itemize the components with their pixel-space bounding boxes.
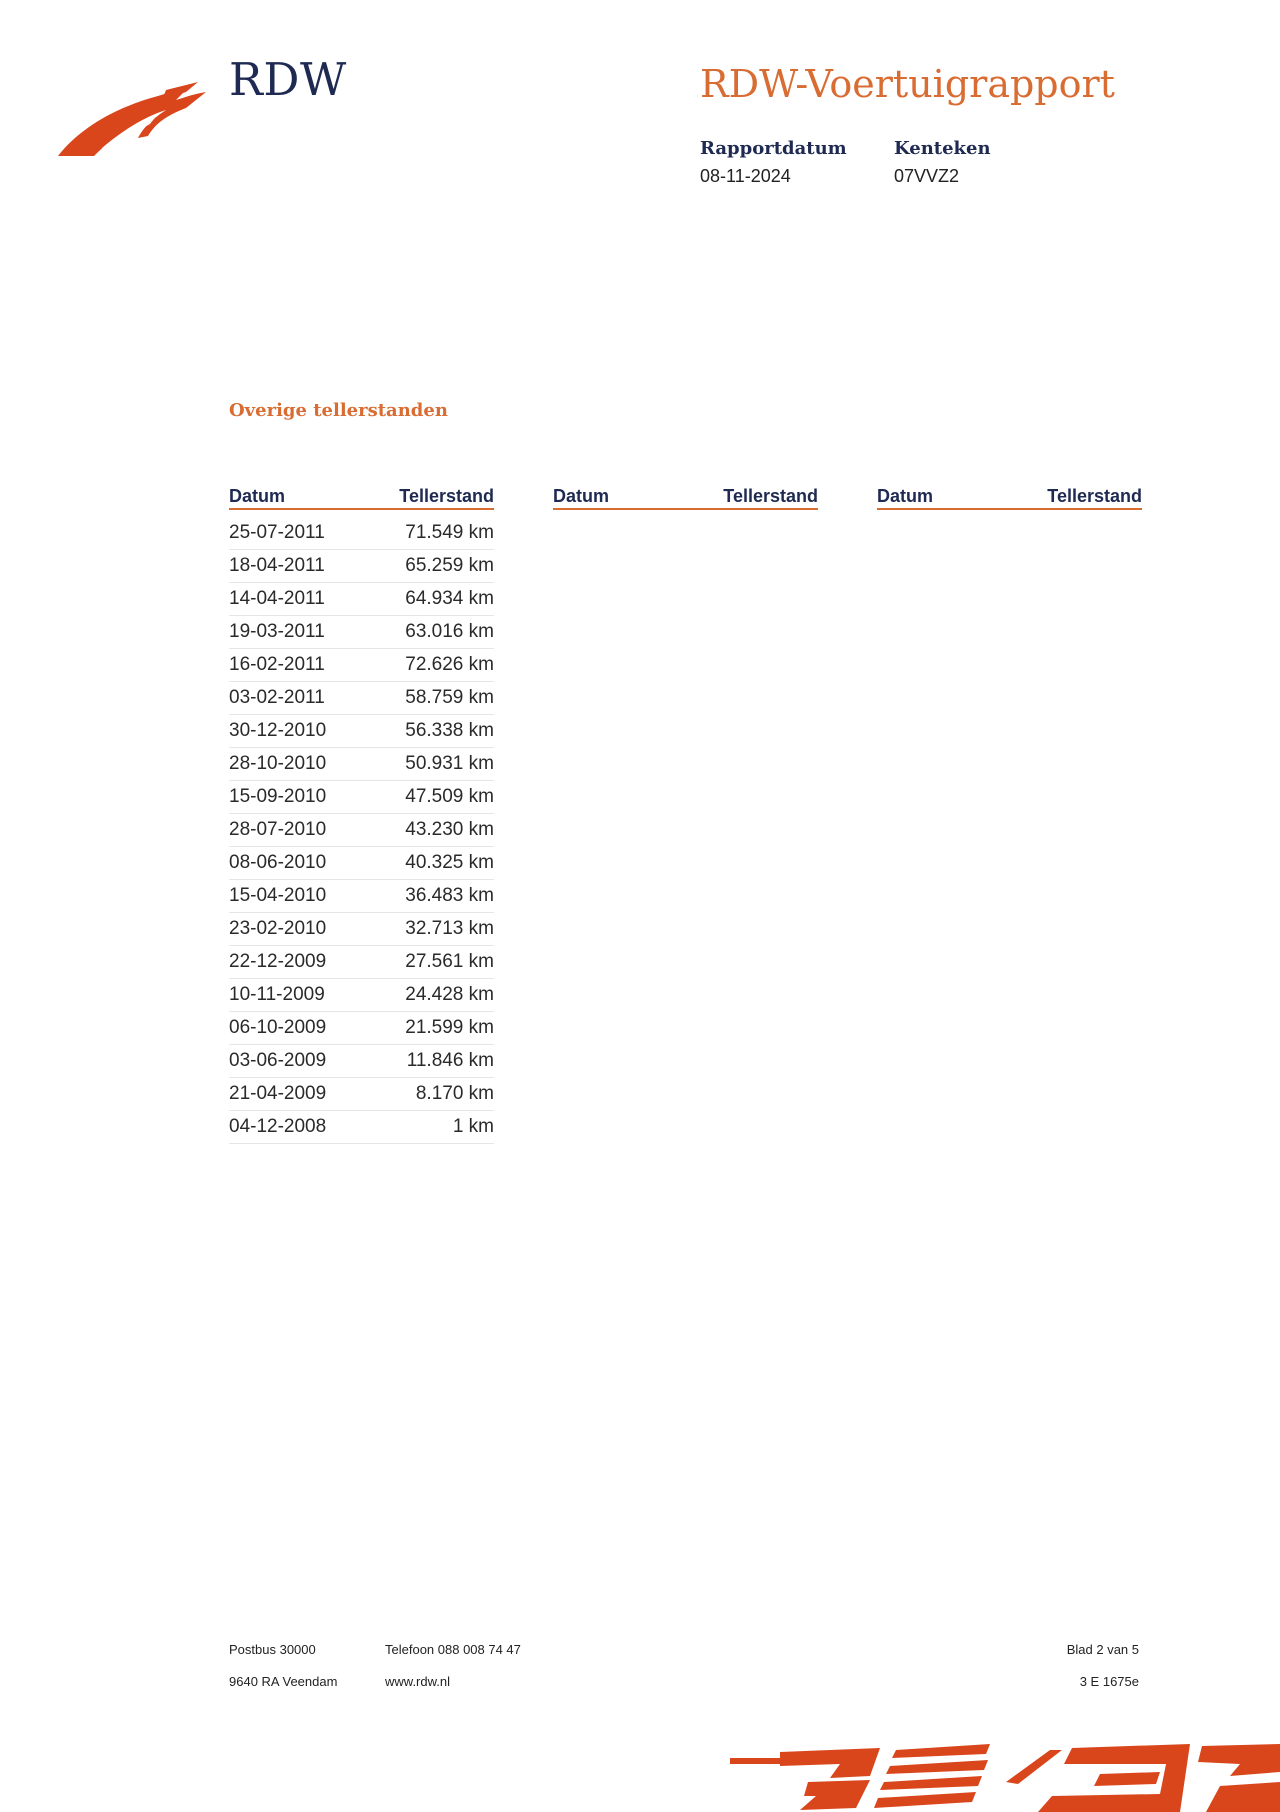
column-date-header: Datum — [229, 486, 286, 506]
row-odometer-value: 56.338 km — [405, 720, 494, 741]
row-date: 21-04-2009 — [229, 1083, 327, 1104]
table-row — [229, 847, 494, 880]
footer-page-number: Blad 2 van 5 — [1066, 1642, 1139, 1657]
row-date: 28-07-2010 — [229, 819, 327, 840]
row-date: 04-12-2008 — [229, 1116, 327, 1137]
footer-document-code: 3 E 1675e — [1079, 1674, 1139, 1689]
row-odometer-value: 27.561 km — [405, 951, 494, 972]
row-date: 03-06-2009 — [229, 1050, 327, 1071]
row-date: 19-03-2011 — [229, 621, 325, 642]
row-odometer-value: 1 km — [452, 1116, 494, 1137]
row-date: 28-10-2010 — [229, 753, 327, 774]
row-odometer-value: 40.325 km — [405, 852, 494, 873]
table-header-1 — [229, 484, 494, 510]
license-plate-value: 07VVZ2 — [894, 166, 960, 186]
row-date: 16-02-2011 — [229, 654, 325, 675]
row-date: 18-04-2011 — [229, 555, 325, 576]
row-odometer-value: 8.170 km — [415, 1083, 494, 1104]
table-row — [229, 1045, 494, 1078]
report-date-block — [700, 136, 847, 189]
row-odometer-value: 36.483 km — [405, 885, 494, 906]
table-row — [229, 550, 494, 583]
row-odometer-value: 24.428 km — [405, 984, 494, 1005]
report-date-label: Rapportdatum — [700, 138, 847, 159]
row-date: 22-12-2009 — [229, 951, 327, 972]
row-odometer-value: 47.509 km — [405, 786, 494, 807]
row-odometer-value: 64.934 km — [405, 588, 494, 609]
table-row — [229, 1111, 494, 1144]
row-date: 14-04-2011 — [229, 588, 325, 609]
row-date: 25-07-2011 — [229, 522, 325, 543]
row-date: 15-09-2010 — [229, 786, 327, 807]
column-date-header: Datum — [877, 486, 934, 506]
row-date: 23-02-2010 — [229, 918, 327, 939]
table-row — [229, 814, 494, 847]
table-header-3 — [877, 484, 1142, 510]
footer-postbus: Postbus 30000 — [229, 1642, 316, 1657]
table-row — [229, 616, 494, 649]
table-row — [229, 649, 494, 682]
column-odometer-header: Tellerstand — [1047, 486, 1142, 506]
row-odometer-value: 11.846 km — [406, 1050, 494, 1071]
row-odometer-value: 72.626 km — [405, 654, 494, 675]
row-odometer-value: 58.759 km — [405, 687, 494, 708]
report-title: RDW-Voertuigrapport — [700, 62, 1115, 106]
rdw-logo-icon — [58, 78, 208, 164]
row-odometer-value: 21.599 km — [405, 1017, 494, 1038]
column-date-header: Datum — [553, 486, 610, 506]
footer-phone: Telefoon 088 008 74 47 — [385, 1642, 521, 1657]
section-title: Overige tellerstanden — [229, 400, 448, 421]
table-row — [229, 748, 494, 781]
table-row — [229, 682, 494, 715]
row-odometer-value: 63.016 km — [405, 621, 494, 642]
row-date: 30-12-2010 — [229, 720, 327, 741]
table-row — [229, 583, 494, 616]
table-row — [229, 1012, 494, 1045]
table-row — [229, 1078, 494, 1111]
row-odometer-value: 65.259 km — [405, 555, 494, 576]
table-row — [229, 715, 494, 748]
row-odometer-value: 50.931 km — [405, 753, 494, 774]
footer-website: www.rdw.nl — [385, 1674, 451, 1689]
stripes-decoration-icon — [720, 1742, 1280, 1812]
footer-city: 9640 RA Veendam — [229, 1674, 338, 1689]
table-row — [229, 913, 494, 946]
row-date: 08-06-2010 — [229, 852, 327, 873]
row-date: 10-11-2009 — [229, 984, 325, 1005]
table-header-2 — [553, 484, 818, 510]
brand-name: RDW — [229, 53, 347, 106]
row-odometer-value: 43.230 km — [405, 819, 494, 840]
report-date-value: 08-11-2024 — [700, 166, 791, 186]
row-date: 06-10-2009 — [229, 1017, 327, 1038]
table-row — [229, 880, 494, 913]
column-odometer-header: Tellerstand — [399, 486, 494, 506]
row-date: 03-02-2011 — [229, 687, 325, 708]
odometer-table — [229, 517, 494, 1144]
license-plate-block — [894, 136, 991, 189]
row-odometer-value: 32.713 km — [405, 918, 494, 939]
column-odometer-header: Tellerstand — [723, 486, 818, 506]
table-row — [229, 979, 494, 1012]
row-odometer-value: 71.549 km — [405, 522, 494, 543]
table-row — [229, 517, 494, 550]
table-row — [229, 781, 494, 814]
table-row — [229, 946, 494, 979]
row-date: 15-04-2010 — [229, 885, 327, 906]
license-plate-label: Kenteken — [894, 138, 991, 159]
